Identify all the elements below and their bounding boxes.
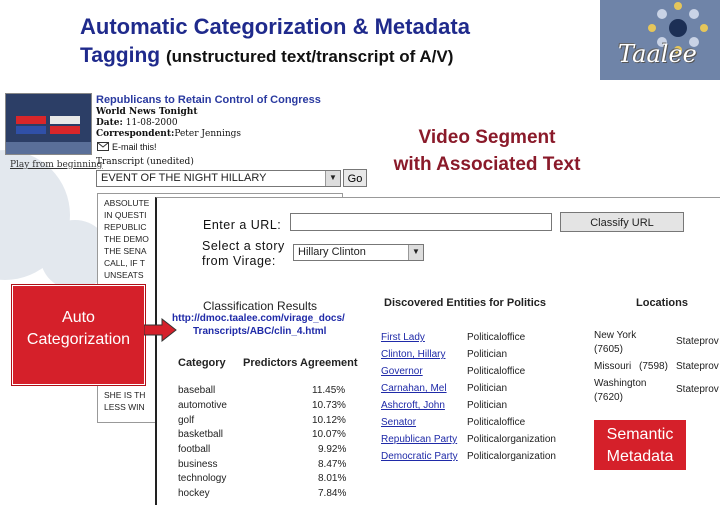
- video-thumbnail[interactable]: [5, 93, 92, 155]
- entity-name[interactable]: Senator: [381, 417, 417, 428]
- slide-title-line1: Automatic Categorization & Metadata: [80, 14, 470, 39]
- entity-type: Politician: [467, 400, 508, 411]
- classify-url-button[interactable]: Classify URL: [560, 212, 684, 232]
- location-code: (7598): [639, 361, 668, 372]
- transcript-line: IN QUESTI: [104, 210, 147, 220]
- category-name: golf: [178, 415, 195, 426]
- category-pct: 10.12%: [312, 415, 346, 426]
- classification-results-title: Classification Results: [203, 299, 318, 313]
- entity-type: Politicalorganization: [467, 434, 556, 445]
- category-pct: 10.73%: [312, 400, 346, 411]
- semantic-metadata-label: Semantic Metadata: [594, 420, 686, 470]
- transcript-select[interactable]: EVENT OF THE NIGHT HILLARY ▼: [96, 170, 341, 187]
- slide-title-tagging: Tagging: [80, 44, 161, 67]
- entity-type: Politician: [467, 383, 508, 394]
- location-code: (7620): [594, 392, 623, 403]
- category-pct: 7.84%: [318, 488, 347, 499]
- transcript-line: UNSEATS: [104, 270, 144, 280]
- category-pct: 11.45%: [312, 385, 346, 396]
- location-code: (7605): [594, 344, 623, 355]
- auto-categorization-label: Auto Categorization: [12, 285, 145, 385]
- transcript-line: REPUBLIC: [104, 222, 147, 232]
- location-type: Stateprov: [676, 361, 719, 372]
- location-type: Stateprov: [676, 384, 719, 395]
- slide-title-subtitle: (unstructured text/transcript of A/V): [165, 47, 454, 66]
- entity-name[interactable]: Carnahan, Mel: [381, 383, 447, 394]
- story-headline[interactable]: Republicans to Retain Control of Congress: [96, 94, 321, 106]
- entity-name[interactable]: Ashcroft, John: [381, 400, 445, 411]
- story-label-line2: from Virage:: [202, 254, 276, 268]
- category-pct: 9.92%: [318, 444, 347, 455]
- url-input[interactable]: [290, 213, 552, 231]
- transcript-line: THE SENA: [104, 246, 147, 256]
- entity-type: Politicaloffice: [467, 332, 526, 343]
- category-name: hockey: [178, 488, 210, 499]
- go-button[interactable]: Go: [343, 169, 367, 187]
- results-url-line1[interactable]: http://dmoc.taalee.com/virage_docs/: [172, 313, 345, 324]
- transcript-line: CALL, IF T: [104, 258, 145, 268]
- show-name: World News Tonight: [96, 107, 198, 117]
- agreement-column-header: Predictors Agreement: [243, 357, 358, 369]
- entity-type: Politicalorganization: [467, 451, 556, 462]
- entities-title: Discovered Entities for Politics: [384, 297, 546, 309]
- entity-type: Politicaloffice: [467, 366, 526, 377]
- chevron-down-icon: ▼: [408, 245, 423, 260]
- category-pct: 8.47%: [318, 459, 347, 470]
- category-name: football: [178, 444, 211, 455]
- entity-name[interactable]: First Lady: [381, 332, 425, 343]
- category-name: technology: [178, 473, 227, 484]
- location-name: Missouri: [594, 361, 632, 372]
- category-pct: 10.07%: [312, 429, 346, 440]
- category-column-header: Category: [178, 357, 226, 369]
- story-correspondent: Correspondent:Peter Jennings: [96, 129, 241, 139]
- logo-wordmark: Taalee: [618, 40, 697, 68]
- category-pct: 8.01%: [318, 473, 347, 484]
- category-name: basketball: [178, 429, 224, 440]
- entity-name[interactable]: Clinton, Hillary: [381, 349, 446, 360]
- entity-type: Politicaloffice: [467, 417, 526, 428]
- entity-name[interactable]: Republican Party: [381, 434, 458, 445]
- category-name: baseball: [178, 385, 216, 396]
- results-url-line2[interactable]: Transcripts/ABC/clin_4.html: [193, 326, 327, 337]
- entity-name[interactable]: Governor: [381, 366, 423, 377]
- locations-title: Locations: [636, 297, 688, 309]
- transcript-line: THE DEMO: [104, 234, 149, 244]
- url-label: Enter a URL:: [203, 218, 282, 232]
- entity-name[interactable]: Democratic Party: [381, 451, 458, 462]
- chevron-down-icon: ▼: [325, 171, 340, 186]
- entity-type: Politician: [467, 349, 508, 360]
- slide-title-line2: [80, 44, 453, 68]
- video-segment-callout: Video Segment with Associated Text: [393, 127, 581, 175]
- location-type: Stateprov: [676, 336, 719, 347]
- location-name: New York: [594, 330, 637, 341]
- envelope-icon[interactable]: [97, 142, 109, 151]
- category-name: business: [178, 459, 218, 470]
- location-name: Washington: [594, 378, 647, 389]
- email-this-link[interactable]: E-mail this!: [112, 142, 157, 152]
- play-from-beginning-link[interactable]: Play from beginning: [10, 160, 103, 170]
- story-label-line1: Select a story: [202, 239, 285, 253]
- category-name: automotive: [178, 400, 227, 411]
- transcript-line: ABSOLUTE: [104, 198, 150, 208]
- transcript-label: Transcript (unedited): [96, 157, 194, 167]
- story-date: Date: 11-08-2000: [96, 118, 178, 128]
- transcript-line: SHE IS TH: [104, 390, 146, 400]
- transcript-line: LESS WIN: [104, 402, 145, 412]
- virage-story-select[interactable]: Hillary Clinton ▼: [293, 244, 424, 261]
- arrow-right-icon: [144, 318, 178, 342]
